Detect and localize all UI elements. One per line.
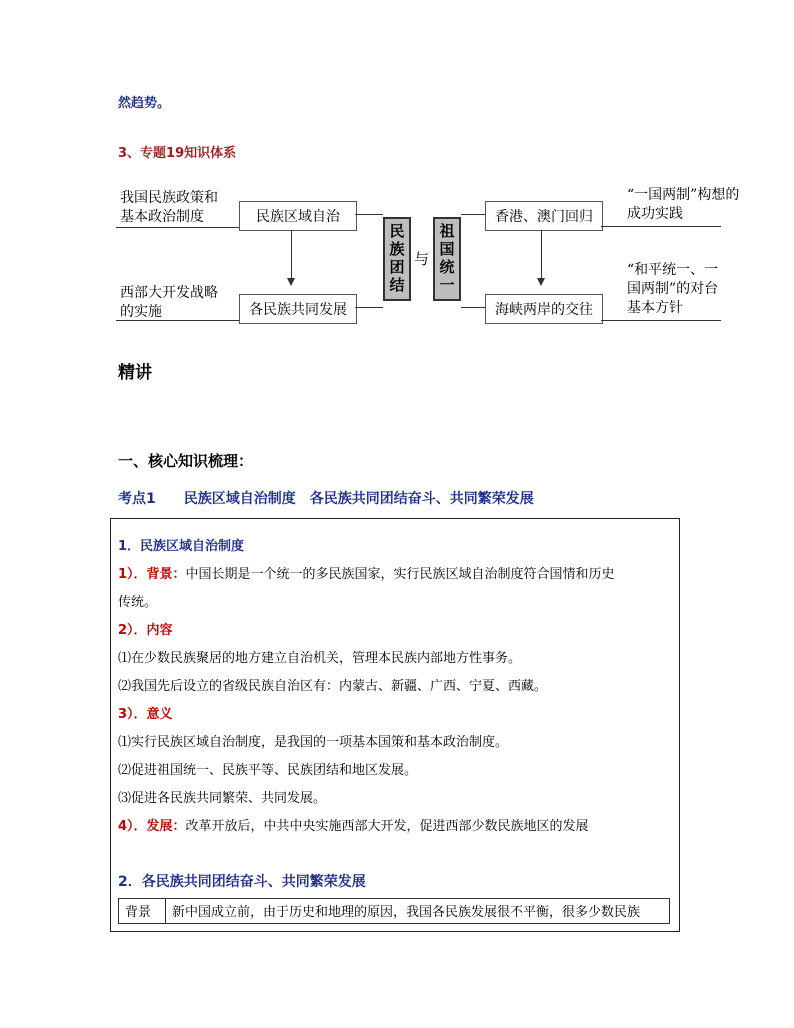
- meaning-item-1: ⑴实行民族区域自治制度，是我国的一项基本国策和基本政治制度。: [118, 735, 509, 750]
- background-text: 中国长期是一个统一的多民族国家，实行民族区域自治制度符合国情和历史: [185, 567, 615, 582]
- box-cross-strait-exchange: 海峡两岸的交往: [485, 294, 603, 324]
- table-cell-label: 背景: [119, 899, 166, 924]
- kaodian-title: 考点1 民族区域自治制度 各民族共同团结奋斗、共同繁荣发展: [118, 491, 534, 507]
- box-common-development: 各民族共同发展: [239, 294, 357, 324]
- meaning-item-2: ⑵促进祖国统一、民族平等、民族团结和地区发展。: [118, 763, 418, 778]
- arrow-down-icon: [537, 278, 545, 286]
- background-line: [118, 565, 615, 585]
- arrow-down-icon: [287, 278, 295, 286]
- background-label: 1）．背景：: [118, 567, 186, 582]
- right-label-top-1: “一国两制”构想的: [627, 187, 740, 203]
- left-label-top-2: 基本政治制度: [120, 209, 204, 225]
- development-text: 改革开放后，中共中央实施西部大开发，促进西部少数民族地区的发展: [185, 819, 589, 834]
- background-text-2: 传统。: [118, 595, 158, 610]
- left-label-top-1: 我国民族政策和: [120, 190, 218, 206]
- box-ethnic-unity: 民族团结: [383, 217, 411, 301]
- right-label-bottom-1: “和平统一、一: [627, 262, 719, 278]
- box-regional-autonomy: 民族区域自治: [239, 201, 357, 231]
- section3-title: 3、专题19知识体系: [118, 146, 237, 161]
- box-national-unity: 祖国统一: [433, 217, 461, 301]
- meaning-label: 3）．意义: [118, 707, 173, 722]
- development-line: [118, 817, 589, 837]
- content-item-2: ⑵我国先后设立的省级民族自治区有：内蒙古、新疆、广西、宁夏、西藏。: [118, 679, 548, 694]
- s2-title: 2．各民族共同团结奋斗、共同繁荣发展: [118, 874, 366, 890]
- table-row: [119, 899, 670, 924]
- content-item-1: ⑴在少数民族聚居的地方建立自治机关，管理本民族内部地方性事务。: [118, 651, 522, 666]
- box-hk-macau-return: 香港、澳门回归: [485, 201, 603, 231]
- table-cell-text: 新中国成立前，由于历史和地理的原因，我国各民族发展很不平衡，很多少数民族: [166, 899, 670, 924]
- left-label-bottom-1: 西部大开发战略: [120, 285, 218, 301]
- development-label: 4）．发展：: [118, 819, 186, 834]
- heading-core-knowledge: 一、核心知识梳理：: [118, 452, 254, 470]
- top-text: 然趋势。: [118, 96, 171, 111]
- left-label-bottom-2: 的实施: [120, 304, 162, 320]
- meaning-item-3: ⑶促进各民族共同繁荣、共同发展。: [118, 791, 327, 806]
- right-label-top-2: 成功实践: [627, 206, 683, 222]
- heading-jingjiang: 精讲: [118, 363, 152, 383]
- center-and: 与: [414, 250, 430, 268]
- right-label-bottom-3: 基本方针: [627, 300, 683, 316]
- background-table: [118, 898, 670, 924]
- right-label-bottom-2: 国两制”的对台: [627, 281, 719, 297]
- content-label: 2）．内容: [118, 623, 173, 638]
- s1-title: 1．民族区域自治制度: [118, 539, 245, 554]
